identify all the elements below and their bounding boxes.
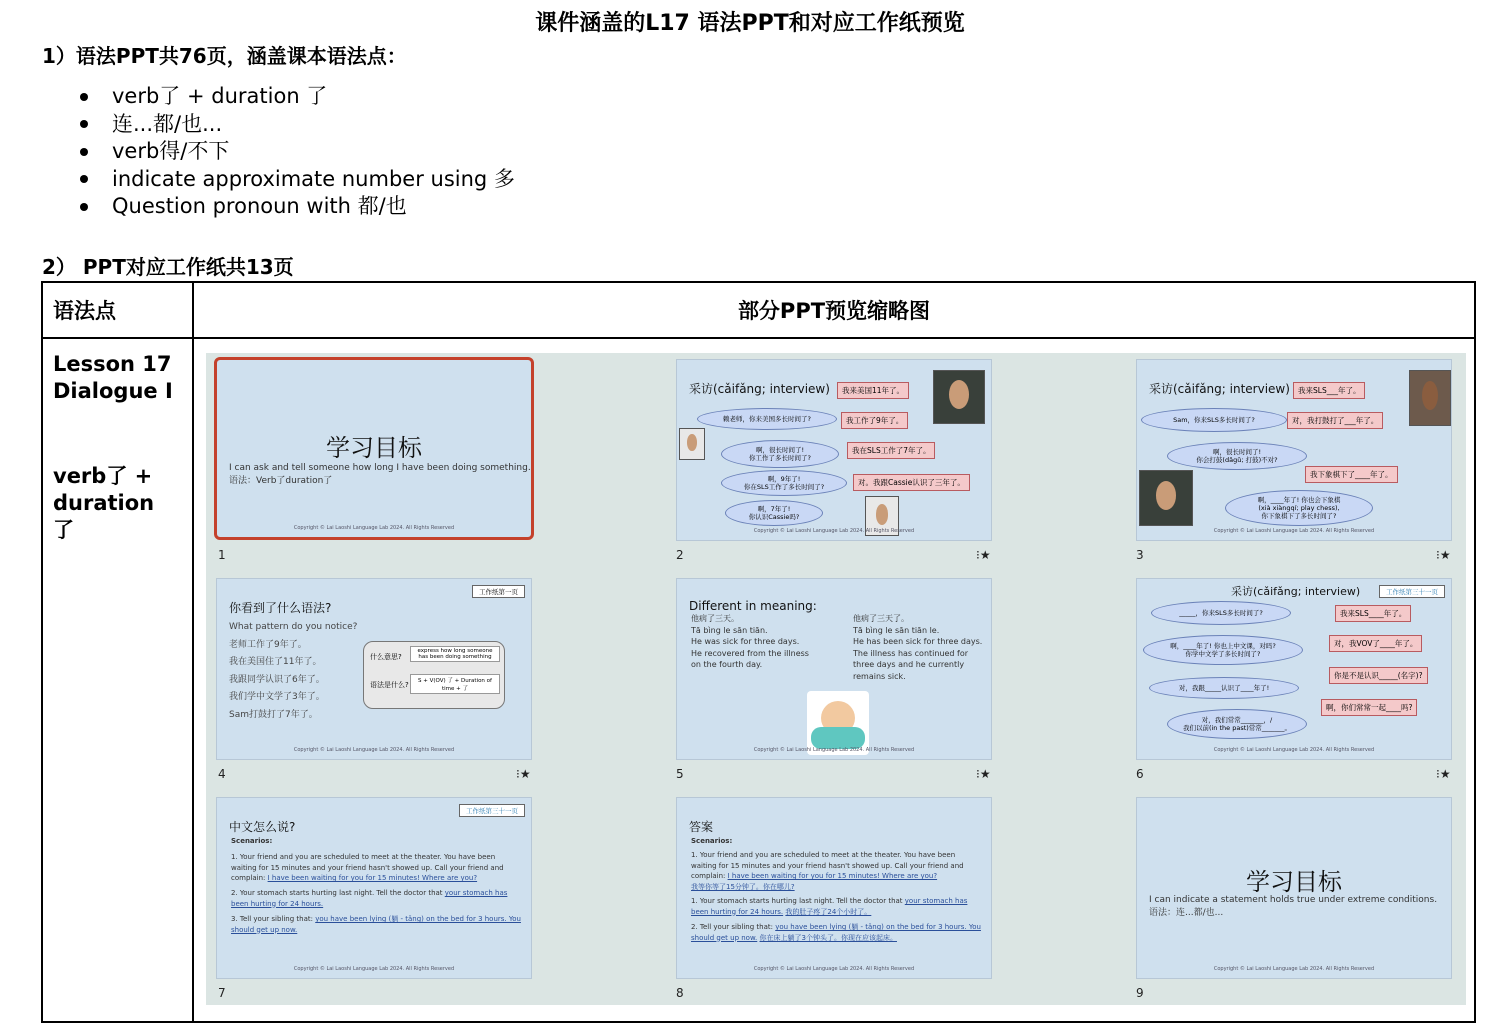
- scenario-3: 3. Tell your sibling that: you have been lying (躺 - tǎng) on the bed for 3 hours. You should get up now.: [231, 915, 521, 934]
- example-list: What pattern do you notice? 老师工作了9年了。 我在美国住了11年了。 我跟同学认识了6年了。 我们学中文学了3年了。 Sam打鼓打了7年了。: [229, 622, 358, 720]
- response-box: 我下象棋下了____年了。: [1305, 466, 1398, 483]
- teacher-photo: [933, 370, 985, 424]
- slide-title: 学习目标: [326, 434, 422, 462]
- response-box: 我来SLS___年了。: [1293, 382, 1365, 399]
- worksheet-tag: 工作纸第三十一页: [459, 804, 525, 817]
- slide-title: 你看到了什么语法?: [229, 601, 332, 615]
- response-box: 对。我跟Cassie认识了三年了。: [853, 474, 970, 491]
- slide-footer: Copyright © Lai Laoshi Language Lab 2024. All Rights Reserved: [293, 747, 455, 753]
- slide-star-icon[interactable]: ⁝★: [976, 548, 991, 562]
- speech-bubble: 啊，____年了! 你也会下象棋 (xià xiàngqí; play chess), 你下象棋下了多长时间了?: [1225, 490, 1373, 526]
- response-box: 啊，你们常常一起____吗?: [1321, 699, 1417, 716]
- slide-number: 8: [676, 986, 684, 1000]
- callout-answer: S + V(OV) 了 + Duration of time + 了: [410, 674, 500, 694]
- grammar-label-2: duration 了: [53, 491, 155, 542]
- callout-question: 什么意思?: [370, 653, 402, 661]
- response-box: 我来美国11年了。: [837, 382, 909, 399]
- slide-thumbnail-2[interactable]: [676, 359, 992, 541]
- slide-footer: Copyright © Lai Laoshi Language Lab 2024. All Rights Reserved: [1213, 747, 1375, 753]
- interviewer-photo: [679, 428, 705, 460]
- slide-star-icon[interactable]: ⁝★: [976, 767, 991, 781]
- slide-footer: Copyright © Lai Laoshi Language Lab 2024. All Rights Reserved: [1213, 966, 1375, 972]
- section1-heading: 1）语法PPT共76页，涵盖课本语法点：: [42, 44, 407, 68]
- response-box: 你是不是认识_____(名字)?: [1329, 667, 1428, 684]
- answer-3: 2. Tell your sibling that: you have been lying (躺 - tǎng) on the bed for 3 hours. You should get up now. 你在床上躺了3个钟头了。你现在应该起床。: [691, 923, 981, 942]
- grammar-point: verb了 + duration 了: [80, 83, 515, 111]
- sick-person-illustration: [807, 691, 869, 755]
- document-title: 课件涵盖的L17 语法PPT和对应工作纸预览: [535, 11, 965, 36]
- col-header-grammar: 语法点: [42, 282, 193, 338]
- bullet-icon: [80, 175, 88, 183]
- slide-title: 采访(cǎifǎng; interview): [689, 382, 830, 396]
- slide-number: 5: [676, 767, 684, 781]
- speech-bubble: 啊，9年了! 你在SLS工作了多长时间了?: [721, 470, 847, 496]
- slide-number: 6: [1136, 767, 1144, 781]
- worksheet-tag: 工作纸第一页: [472, 585, 525, 598]
- scenarios-heading: Scenarios:: [231, 837, 273, 845]
- section2-heading: 2） PPT对应工作纸共13页: [42, 255, 294, 279]
- slide-title: Different in meaning:: [689, 599, 817, 613]
- speech-bubble: 啊，____年了! 你也上中文课，对吗? 你学中文学了多长时间了?: [1143, 635, 1303, 665]
- grammar-point: indicate approximate number using 多: [80, 166, 515, 194]
- slide-text: I can ask and tell someone how long I have been doing something.: [229, 463, 531, 473]
- speech-bubble: _____，你来SLS多长时间了?: [1151, 601, 1291, 625]
- slide-thumbnail-9[interactable]: [1136, 797, 1452, 979]
- slide-star-icon[interactable]: ⁝★: [1436, 548, 1451, 562]
- slide-thumbnail-grid: [206, 353, 1466, 1005]
- slide-thumbnail-4[interactable]: [216, 578, 532, 760]
- callout-question: 语法是什么?: [370, 681, 409, 689]
- slide-title: 学习目标: [1246, 868, 1342, 896]
- slide-footer: Copyright © Lai Laoshi Language Lab 2024. All Rights Reserved: [753, 966, 915, 972]
- grammar-label-1: verb了 +: [53, 464, 153, 488]
- slide-footer: Copyright © Lai Laoshi Language Lab 2024. All Rights Reserved: [1213, 528, 1375, 534]
- slide-title: 采访(cǎifǎng; interview): [1231, 585, 1361, 598]
- worksheet-tag: 工作纸第三十一页: [1379, 585, 1445, 598]
- bullet-icon: [80, 148, 88, 156]
- slide-thumbnail-6[interactable]: [1136, 578, 1452, 760]
- speech-bubble: 对，我们常常_______，/ 我们以前(in the past)常常_______。: [1167, 709, 1307, 739]
- slide-number: 4: [218, 767, 226, 781]
- grammar-point: verb得/不下: [80, 138, 515, 166]
- bullet-icon: [80, 203, 88, 211]
- response-box: 我来SLS____年了。: [1335, 605, 1411, 622]
- speech-bubble: Sam，你来SLS多长时间了?: [1141, 408, 1287, 432]
- slide-number: 3: [1136, 548, 1144, 562]
- bullet-icon: [80, 93, 88, 101]
- slide-star-icon[interactable]: ⁝★: [1436, 767, 1451, 781]
- slide-thumbnail-8[interactable]: [676, 797, 992, 979]
- slide-text: 语法：Verb了duration了: [229, 476, 333, 486]
- speech-bubble: 对，我跟_____认识了____年了!: [1149, 677, 1299, 699]
- speech-bubble: 啊，很长时间了! 你会打鼓(dǎgǔ; 打鼓)不对?: [1167, 442, 1307, 470]
- slide-footer: Copyright © Lai Laoshi Language Lab 2024. All Rights Reserved: [753, 528, 915, 534]
- slide-footer: Copyright © Lai Laoshi Language Lab 2024. All Rights Reserved: [753, 747, 915, 753]
- preview-cell: [193, 338, 1475, 1022]
- response-box: 我工作了9年了。: [841, 412, 908, 429]
- meaning-right: 他病了三天了。 Tā bìng le sān tiān le. He has been sick for three days. The illness has continued for three days and he currently remains sick.: [853, 614, 983, 681]
- slide-number: 2: [676, 548, 684, 562]
- response-box: 我在SLS工作了7年了。: [847, 442, 935, 459]
- lesson-cell: [42, 338, 193, 1022]
- answer-1: 1. Your friend and you are scheduled to meet at the theater. You have been waiting for 15 minutes and your friend hasn't showed up. Call your friend and complain: I have been waiting for you for 15 minutes! Where are you? 我等你等了15分钟了。你在哪儿?: [691, 851, 964, 891]
- slide-footer: Copyright © Lai Laoshi Language Lab 2024. All Rights Reserved: [293, 966, 455, 972]
- speech-bubble: 赖老师，你来美国多长时间了?: [697, 408, 837, 430]
- slide-number: 1: [218, 548, 226, 562]
- pattern-callout: [363, 641, 505, 709]
- speech-bubble: 啊，很长时间了! 你工作了多长时间了?: [721, 440, 839, 468]
- meaning-left: 他病了三天。 Tā bìng le sān tiān. He was sick for three days. He recovered from the illness on the fourth day.: [691, 614, 809, 669]
- answer-2: 1. Your stomach starts hurting last night. Tell the doctor that your stomach has been hurting for 24 hours. 我的肚子疼了24个小时了。: [691, 897, 968, 916]
- grammar-point: Question pronoun with 都/也: [80, 193, 515, 221]
- slide-title: 答案: [689, 820, 714, 834]
- callout-answer: express how long someone has been doing something: [410, 646, 500, 662]
- slide-text: I can indicate a statement holds true under extreme conditions.: [1149, 895, 1438, 905]
- scenarios-heading: Scenarios:: [691, 837, 733, 845]
- dialogue-label: Dialogue I: [53, 379, 173, 403]
- slide-footer: Copyright © Lai Laoshi Language Lab 2024. All Rights Reserved: [293, 525, 455, 531]
- slide-number: 7: [218, 986, 226, 1000]
- grammar-points-list: [80, 83, 515, 221]
- slide-thumbnail-7[interactable]: [216, 797, 532, 979]
- teacher-photo: [1139, 470, 1193, 526]
- slide-thumbnail-3[interactable]: [1136, 359, 1452, 541]
- slide-thumbnail-5[interactable]: [676, 578, 992, 760]
- student-photo: [1409, 370, 1451, 426]
- grammar-table: [41, 281, 1476, 1023]
- bullet-icon: [80, 120, 88, 128]
- grammar-point: 连...都/也...: [80, 111, 515, 139]
- response-box: 对，我VOV了____年了。: [1329, 635, 1422, 652]
- slide-star-icon[interactable]: ⁝★: [516, 767, 531, 781]
- speech-bubble: 啊，7年了! 你认识Cassie吗?: [725, 500, 823, 526]
- response-box: 对，我打鼓打了___年了。: [1287, 412, 1383, 429]
- col-header-preview: 部分PPT预览缩略图: [193, 282, 1475, 338]
- slide-title: 采访(cǎifǎng; interview): [1149, 382, 1290, 396]
- slide-thumbnail-1[interactable]: [214, 357, 534, 540]
- slide-number: 9: [1136, 986, 1144, 1000]
- slide-title: 中文怎么说?: [229, 820, 296, 834]
- slide-text: 语法：连...都/也...: [1149, 908, 1224, 918]
- lesson-label: Lesson 17: [53, 352, 172, 376]
- scenario-1: 1. Your friend and you are scheduled to meet at the theater. You have been waiting for 15 minutes and your friend hasn't showed up. Call your friend and complain: I have been waiting for you for 15 minutes! Where are you?: [231, 853, 504, 882]
- scenario-2: 2. Your stomach starts hurting last night. Tell the doctor that your stomach has been hurting for 24 hours.: [231, 889, 508, 908]
